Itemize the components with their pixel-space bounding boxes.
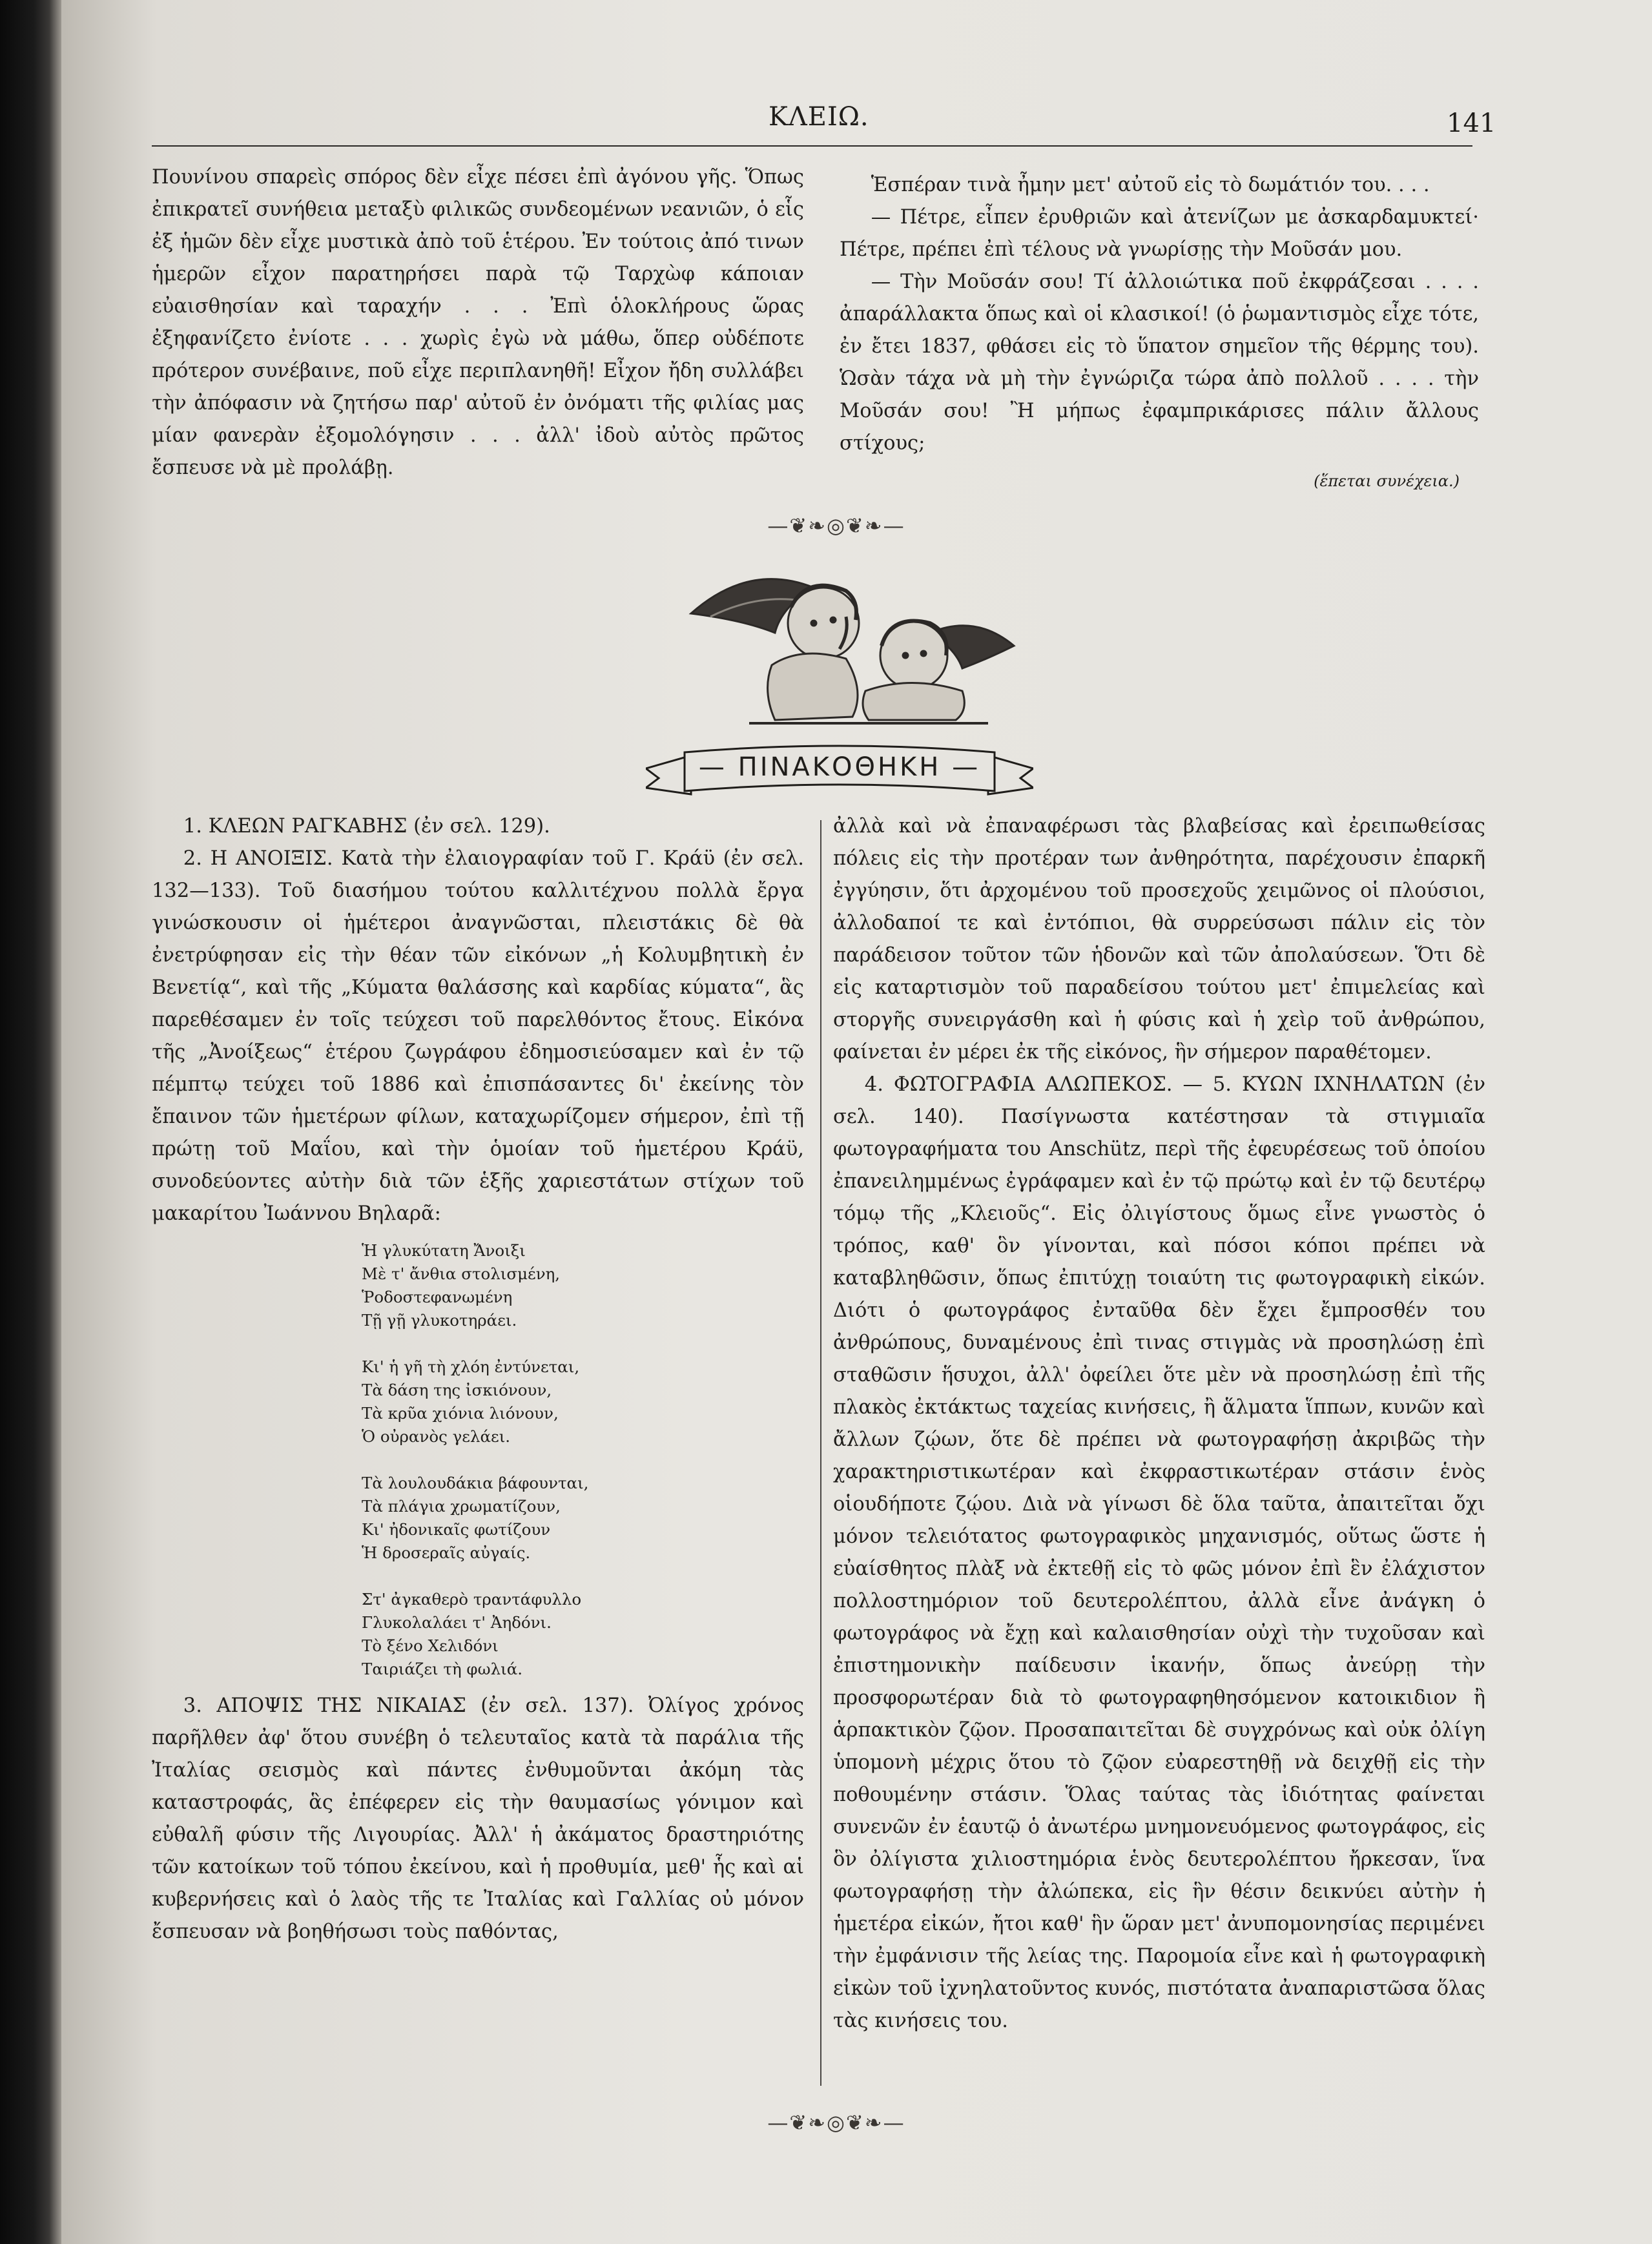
caption-item-4-5: 4. ΦΩΤΟΓΡΑΦΙΑ ΑΛΩΠΕΚΟΣ. — 5. ΚΥΩΝ ΙΧΝΗΛΑΤΩΝ (ἐν σελ. 140). Πασίγνωστα κατέστησαν τὰ στιγμιαῖα φωτογραφήματα του Anschütz, περὶ τῆς ἐφευρέσεως τοῦ ὁποίου ἐπανειλημμένως ἐγράφαμεν καὶ ἐν τῷ πρώτῳ καὶ ἐν τῷ δευτέρῳ τόμῳ τῆς „Κλειοῦς“. Εἰς ὀλιγίστους ὅμως εἶνε γνωστὸς ὁ τρόπος, καθ' ὃν γίνονται, καὶ πόσοι κόποι πρέπει νὰ καταβληθῶσιν, ὅπως ἐπιτύχῃ τοιαύτη τις φωτογραφικὴ εἰκών. Διότι ὁ φωτογράφος ἐνταῦθα δὲν ἔχει ἔμπροσθέν του ἀνθρώπους, δυναμένους ἐπὶ τινας στιγμὰς νὰ προσηλώσῃ ἐπὶ σταθῶσιν ἥσυχοι, ἀλλ' ὀφείλει ὅτε μὲν νὰ προσηλώσῃ ἐπὶ τῆς πλακὸς ἐκτάκτως ταχείας κινήσεις, ἢ ἅλματα ἵππων, κυνῶν καὶ ἄλλων ζῴων, ὅτε δὲ πρέπει νὰ φωτογραφήσῃ ἀκριβῶς τὴν χαρακτηριστικωτέραν καὶ ἐκφραστικωτέραν στάσιν ἑνὸς οἱουδήποτε ζῴου. Διὰ νὰ γίνωσι δὲ ὅλα ταῦτα, ἀπαιτεῖται ὄχι μόνον τελειότατος φωτογραφικὸς μηχανισμός, οὕτως ὥστε ἡ εὐαίσθητος πλὰξ νὰ ἐκτεθῇ εἰς τὸ φῶς μόνον ἐπὶ ἓν ἐλάχιστον πολλοστημόριον τοῦ δευτερολέπτου, ἀλλὰ εἶνε ἀνάγκη ὁ φωτογράφος νὰ ἔχῃ καὶ καλαισθησίαν οὐχὶ τὴν τυχοῦσαν καὶ ἐπιστημονικὴν παίδευσιν ἱκανήν, ὅπως ἀνεύρῃ τὴν προσφορωτέραν διὰ τὸ φωτογραφηθησόμενον κατοικιδιον ἢ ἁρπακτικὸν ζῷον. Προσαπαιτεῖται δὲ συγχρόνως καὶ οὐκ ὀλίγη ὑπομονὴ μέχρις ὅτου τὸ ζῷον εὐαρεστηθῇ νὰ δειχθῇ εἰς τὴν ποθουμένην στάσιν. Ὅλας ταύτας τὰς ἰδιότητας φαίνεται συνενῶν ἐν ἑαυτῷ ὁ ἀνωτέρω μνημονευόμενος φωτογράφος, εἰς ὃν ὀλίγιστα χιλιοστημόρια ἑνὸς δευτερολέπτου ἤρκεσαν, ἵνα φωτογραφήσῃ τὴν ἀλώπεκα, εἰς ἣν θέσιν δεικνύει αὐτὴν ἡ ἡμετέρα εἰκών, ἤτοι καθ' ἣν ὥραν μετ' ἀνυπομονησίας περιμένει τὴν ἐμφάνισιν τῆς λείας της. Παρομοία εἶνε καὶ ἡ φωτογραφικὴ εἰκὼν τοῦ ἰχνηλατοῦντος κυνός, πιστότατα ἀναπαριστῶσα ὅλας τὰς κινήσεις του. <box>833 1073 1485 2032</box>
poem-line: Τὰ κρῦα χιόνια λιόνουν, <box>362 1404 559 1423</box>
top-right-column <box>840 169 1479 497</box>
poem-line: Τῇ γῇ γλυκοτηράει. <box>362 1311 517 1330</box>
poem-stanza <box>362 1239 804 1332</box>
caption-item-2: 2. Η ΑΝΟΙΞΙΣ. Κατὰ τὴν ἐλαιογραφίαν τοῦ Γ. Κράϋ (ἐν σελ. 132—133). Τοῦ διασήμου τούτου καλλιτέχνου πολλὰ ἔργα γινώσκουσιν οἱ ἡμέτεροι ἀναγνῶσται, πλειστάκις δὲ θὰ ἐνετρύφησαν εἰς τὴν θέαν τῶν εἰκόνων „ἡ Κολυμβητικὴ ἐν Βενετίᾳ“, καὶ τῆς „Κύματα θαλάσσης καὶ καρδίας κύματα“, ἃς παρεθέσαμεν ἐν τοῖς τεύχεσι τοῦ παρελθόντος ἔτους. Εἰκόνα τῆς „Ἀνοίξεως“ ἑτέρου ζωγράφου ἐδημοσιεύσαμεν καὶ ἐν τῷ πέμπτῳ τεύχει τοῦ 1886 καὶ ἐπισπάσαντες δι' ἐκείνης τὸν ἔπαινον τῶν ἡμετέρων φίλων, καταχωρίζομεν σήμερον, ἐπὶ τῇ πρώτῃ τοῦ Μαΐου, καὶ τὴν ὁμοίαν τοῦ ἡμετέρου Κράϋ, συνοδεύοντες αὐτὴν διὰ τῶν ἑξῆς χαριεστάτων στίχων τοῦ μακαρίτου Ἰωάννου Βηλαρᾶ: <box>152 847 804 1225</box>
poem-line: Κι' ἠδονικαῖς φωτίζουν <box>362 1520 551 1539</box>
paragraph: Πουνίνου σπαρεὶς σπόρος δὲν εἶχε πέσει ἐπὶ ἀγόνου γῆς. Ὅπως ἐπικρατεῖ συνήθεια μεταξὺ φιλικῶς συνδεομένων νεανιῶν, ὁ εἷς ἐξ ἡμῶν δὲν εἶχε μυστικὰ ἀπὸ τοῦ ἑτέρου. Ἐν τούτοις ἀπό τινων ἡμερῶν εἶχον παρατηρήσει παρὰ τῷ Ταρχὼφ κάποιαν εὐαισθησίαν καὶ ταραχήν . . . Ἐπὶ ὁλοκλήρους ὥρας ἐξηφανίζετο ἐνίοτε . . . χωρὶς ἐγὼ νὰ μάθω, ὅπερ οὐδέποτε πρότερον συνέβαινε, ποῦ εἶχε περιπλανηθῆ! Εἶχον ἤδη συλλάβει τὴν ἀπόφασιν νὰ ζητήσω παρ' αὐτοῦ ἐν ὀνόματι τῆς φιλίας μας μίαν φανερὰν ἐξομολόγησιν . . . ἀλλ' ἰδοὺ αὐτὸς πρῶτος ἔσπευσε νὰ μὲ προλάβῃ. <box>152 166 804 479</box>
header-rule <box>152 145 1472 147</box>
paragraph: Ἑσπέραν τινὰ ἦμην μετ' αὐτοῦ εἰς τὸ δωμάτιόν του. . . . <box>871 174 1430 196</box>
caption-item-1: 1. ΚΛΕΩΝ ΡΑΓΚΑΒΗΣ (ἐν σελ. 129). <box>183 815 550 838</box>
continued-note: (ἕπεται συνέχεια.) <box>1314 472 1460 490</box>
poem-stanza <box>362 1355 804 1448</box>
poem-line: Στ' ἀγκαθερὸ τραντάφυλλο <box>362 1590 582 1609</box>
poem-line: Ῥοδοστεφανωμένη <box>362 1288 513 1306</box>
poem-line: Τὰ λουλουδάκια βάφουνται, <box>362 1474 589 1492</box>
paragraph: ἀλλὰ καὶ νὰ ἐπαναφέρωσι τὰς βλαβείσας καὶ ἐρειπωθείσας πόλεις εἰς τὴν προτέραν των ἀνθηρότητα, παρέχουσιν ἐπαρκῆ ἐγγύησιν, ὅτι ἀρχομένου τοῦ προσεχοῦς χειμῶνος οἱ πλούσιοι, ἀλλοδαποί τε καὶ ἐντόπιοι, θὰ συρρεύσωσι πάλιν εἰς τὸν παράδεισον τοῦτον τῶν ἡδονῶν καὶ τῶν ἀπολαύσεων. Ὅτι δὲ εἰς καταρτισμὸν τοῦ παραδείσου τούτου μετ' ἐπιμελείας καὶ στοργῆς συνειργάσθη καὶ ἡ φύσις καὶ ἡ χεὶρ τοῦ ἀνθρώπου, φαίνεται ἐν μέρει ἐκ τῆς εἰκόνος, ἣν σήμερον παραθέτομεν. <box>833 815 1485 1064</box>
poem-line: Ὁ οὐρανὸς γελάει. <box>362 1427 511 1446</box>
poem-line: Ταιριάζει τὴ φωλιά. <box>362 1660 523 1678</box>
poem-line: Κι' ἡ γῆ τὴ χλόη ἐντύνεται, <box>362 1357 580 1376</box>
bottom-left-column <box>152 810 804 1948</box>
poem-line: Γλυκολαλάει τ' Ἀηδόνι. <box>362 1613 552 1632</box>
banner-title: — ΠΙΝΑΚΟΘΗΚΗ — <box>698 752 981 782</box>
poem <box>362 1239 804 1681</box>
ornament-divider-top: —❦❧◎❦❧— <box>767 513 905 538</box>
poem-line: Τὸ ξένο Χελιδόνι <box>362 1636 499 1655</box>
caption-item-3: 3. ΑΠΟΨΙΣ ΤΗΣ ΝΙΚΑΙΑΣ (ἐν σελ. 137). Ὀλίγος χρόνος παρῆλθεν ἀφ' ὅτου συνέβη ὁ τελευταῖος κατὰ τὰ παράλια τῆς Ἰταλίας σεισμὸς καὶ πάντες ἐνθυμοῦνται ἀκόμη τὰς καταστροφάς, ἃς ἐπέφερεν εἰς τὴν θαυμασίως γόνιμον καὶ εὐθαλῆ φύσιν τῆς Λιγουρίας. Ἀλλ' ἡ ἀκάματος δραστηριότης τῶν κατοίκων τοῦ τόπου ἐκείνου, καὶ ἡ προθυμία, μεθ' ἧς καὶ αἱ κυβερνήσεις καὶ ὁ λαὸς τῆς τε Ἰταλίας καὶ Γαλλίας οὐ μόνον ἔσπευσαν νὰ βοηθήσωσι τοὺς παθόντας, <box>152 1694 804 1943</box>
paragraph: — Τὴν Μοῦσάν σου! Τί ἀλλοιώτικα ποῦ ἐκφράζεσαι . . . . ἀπαράλλακτα ὅπως καὶ οἱ κλασικοί! (ὁ ῥωμαντισμὸς εἶχε τότε, ἐν ἔτει 1837, φθάσει εἰς τὸ ὕπατον σημεῖον τῆς θέρμης του). Ὡσὰν τάχα νὰ μὴ τὴν ἐγνώριζα τώρα ἀπὸ πολλοῦ . . . . τὴν Μοῦσάν σου! Ἢ μήπως ἐφαμπρικάρισες πάλιν ἄλλους στίχους; <box>840 271 1479 455</box>
poem-line: Ἡ γλυκύτατη Ἄνοιξι <box>362 1241 526 1260</box>
page-number: 141 <box>1447 108 1496 138</box>
poem-line: Ἡ δροσεραῖς αὐγαίς. <box>362 1543 531 1562</box>
poem-line: Τὰ πλάγια χρωματίζουν, <box>362 1497 561 1516</box>
running-head: ΚΛΕΙΩ. <box>769 102 869 132</box>
book-gutter <box>0 0 61 2244</box>
top-left-column <box>152 161 804 484</box>
bottom-right-column <box>833 810 1485 2037</box>
paragraph: — Πέτρε, εἶπεν ἐρυθριῶν καὶ ἀτενίζων με ἀσκαρδαμυκτεί· Πέτρε, πρέπει ἐπὶ τέλους νὰ γνωρίσῃς τὴν Μοῦσάν μου. <box>840 206 1479 261</box>
poem-stanza <box>362 1588 804 1681</box>
poem-stanza <box>362 1472 804 1565</box>
poem-line: Τὰ δάση της ἰσκιόνουν, <box>362 1381 552 1399</box>
ornament-divider-bottom: —❦❧◎❦❧— <box>767 2110 905 2135</box>
column-rule <box>820 820 821 2086</box>
poem-line: Μὲ τ' ἄνθια στολισμένη, <box>362 1264 561 1283</box>
